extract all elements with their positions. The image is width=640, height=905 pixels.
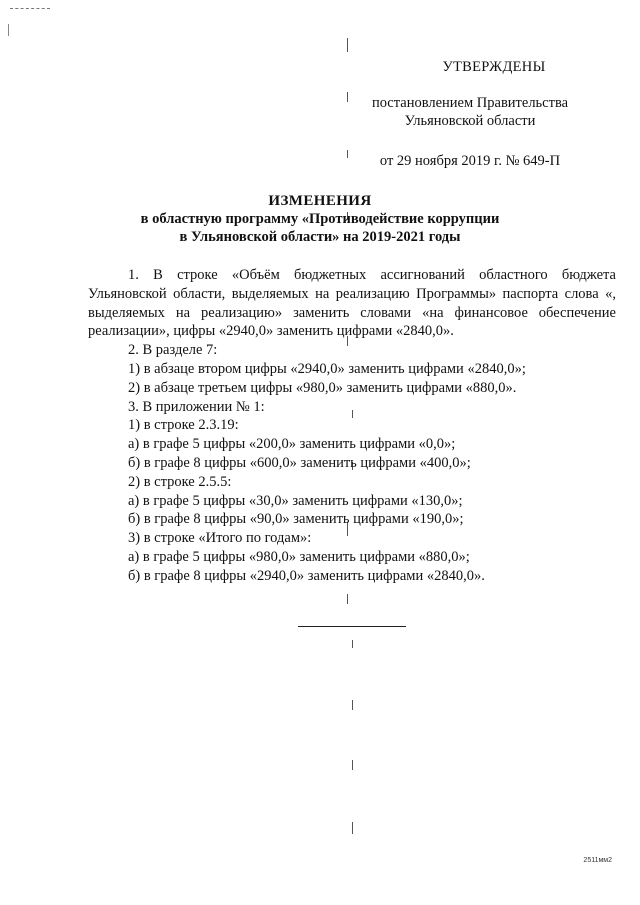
decree-date: от 29 ноября 2019 г. № 649-П — [379, 153, 561, 169]
scan-artifact-tick — [8, 24, 9, 36]
fold-mark — [352, 700, 353, 710]
fold-mark — [352, 822, 353, 834]
fold-mark — [352, 760, 353, 770]
body-line: а) в графе 5 цифры «200,0» заменить цифрами «0,0»; — [128, 436, 456, 453]
paragraph-1: 1. В строке «Объём бюджетных ассигнований областного бюджета Ульяновской области, выделяемых на реализацию Программы» паспорта слова «, выделяемых на реализацию» заменить словами «на финансовое обеспечение реализации», цифры «2940,0» заменить цифрами «2840,0». — [88, 267, 616, 340]
region-label: Ульяновской области — [404, 113, 536, 129]
body-line: 3. В приложении № 1: — [128, 398, 265, 415]
approved-label: УТВЕРЖДЕНЫ — [442, 59, 546, 75]
approval-block — [340, 58, 600, 170]
title-subheading-2: в Ульяновской области» на 2019-2021 годы — [179, 229, 461, 245]
decree-label: постановлением Правительства — [371, 95, 569, 111]
document-stamp: 2511мм2 — [583, 857, 612, 864]
body-line: 1) в строке 2.3.19: — [128, 417, 239, 434]
body-line: а) в графе 5 цифры «980,0» заменить цифрами «880,0»; — [128, 548, 470, 565]
document-body — [88, 266, 616, 586]
body-line: б) в графе 8 цифры «2940,0» заменить цифрами «2840,0». — [128, 567, 485, 584]
body-line: 3) в строке «Итого по годам»: — [128, 530, 312, 547]
body-line: б) в графе 8 цифры «90,0» заменить цифрами «190,0»; — [128, 511, 464, 528]
fold-mark — [352, 640, 353, 648]
body-line: 2) в строке 2.5.5: — [128, 473, 232, 490]
fold-mark — [347, 38, 348, 52]
body-line: б) в графе 8 цифры «600,0» заменить цифрами «400,0»; — [128, 454, 471, 471]
document-title — [40, 192, 600, 246]
scan-artifact-dash — [10, 8, 50, 9]
body-line: 2. В разделе 7: — [128, 342, 218, 359]
body-line: 1) в абзаце втором цифры «2940,0» заменить цифрами «2840,0»; — [128, 360, 526, 377]
body-line: а) в графе 5 цифры «30,0» заменить цифрами «130,0»; — [128, 492, 463, 509]
body-line: 2) в абзаце третьем цифры «980,0» заменить цифрами «880,0». — [128, 379, 517, 396]
end-rule — [298, 626, 406, 627]
fold-mark — [347, 594, 348, 604]
title-subheading-1: в областную программу «Противодействие коррупции — [140, 211, 500, 227]
title-heading: ИЗМЕНЕНИЯ — [268, 193, 372, 209]
